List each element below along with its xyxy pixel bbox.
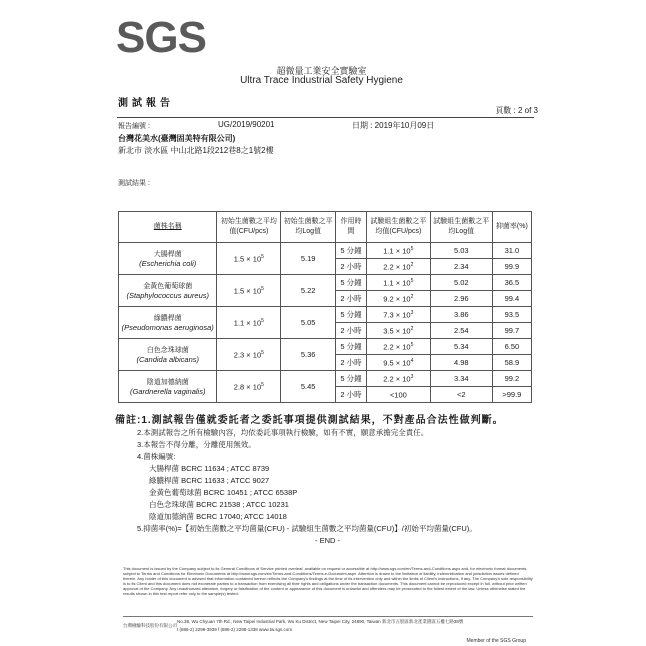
strain-name-cn: 大腸桿菌: [153, 251, 182, 258]
footer-disclaimer: This document is issued by the Company subject to its General Conditions of Service printed overleaf, available on request or accessible at http://www.sgs.com/en/Terms-and-Conditions.aspx and, for electronic format documents, subject to Terms and Conditions for Electronic Documents at http://www.sgs.com/en/Terms-and-Conditions/Terms-e-Document.aspx. Attention is drawn to the limitation of liability, indemnification and jurisdiction issues defined therein. Any holder of this document is advised that information contained hereon reflects the Company's findings at the time of its intervention only and within the limits of Client's instructions, if any. The Company's sole responsibility is to its Client and this document does not exonerate parties to a transaction from exercising all their rights and obligations under the transaction documents. This document cannot be reproduced except in full, without prior written approval of the Company. Any unauthorized alteration, forgery or falsification of the content or appearance of this document is unlawful and offenders may be prosecuted to the fullest extent of the law. Unless otherwise stated the results shown in this test report refer only to the sample(s) tested.: [123, 566, 533, 596]
strain-id-1: 大腸桿菌 BCRC 11634 ; ATCC 8739: [149, 464, 270, 473]
table-body: [119, 243, 532, 403]
report-page: [97, 8, 546, 644]
test-log-cell: 5.03: [430, 243, 492, 259]
test-log-cell: 2.34: [430, 259, 492, 275]
test-count-exponent: 2: [410, 261, 414, 268]
initial-count-exponent: 5: [261, 285, 264, 292]
strain-name-cn: 陰道加德納菌: [146, 379, 189, 386]
table-row: [119, 339, 532, 355]
time-cell: 2 小時: [336, 355, 367, 371]
test-log-cell: 2.54: [430, 323, 492, 339]
table-header-row: [119, 212, 532, 243]
footer-address: No.38, Wu Chyuan 7th Rd., New Taipei Industrial Park, Wu Ku District, New Taipei City, 24890, Taiwan 新北市五股區新北產業園區五權七路38號: [177, 619, 464, 624]
time-cell: 5 分鐘: [336, 243, 367, 259]
test-count-cell: [366, 243, 430, 259]
strain-name-cell: [119, 307, 217, 339]
initial-log-cell: 5.19: [281, 243, 336, 275]
lab-name-cn: 超微量工業安全實驗室: [276, 66, 367, 76]
header-rate: 抑菌率(%): [492, 212, 531, 243]
results-table: [118, 211, 532, 403]
header-strain: 菌株名稱: [119, 212, 217, 243]
test-count-exponent: 5: [410, 245, 414, 252]
strain-id-3: 金黃色葡萄球菌 BCRC 10451 ; ATCC 6538P: [149, 488, 298, 497]
footer-contact: t (886-2) 2299-3939 f (886-2) 2298-1338 www.tw.sgs.com: [177, 627, 293, 632]
test-count-cell: [366, 323, 430, 339]
test-count-cell: [366, 387, 430, 403]
strain-name-cell: [119, 339, 217, 371]
footer-company: 台灣檢驗科技股份有限公司: [123, 623, 177, 628]
table-row: [119, 243, 532, 259]
test-log-cell: 4.98: [430, 355, 492, 371]
test-count-exponent: 4: [410, 357, 414, 364]
rate-cell: 6.50: [492, 339, 531, 355]
test-log-cell: 3.86: [430, 307, 492, 323]
initial-count-base: 1.1 × 10: [233, 318, 262, 328]
time-cell: 2 小時: [336, 259, 367, 275]
strain-name-cn: 綠膿桿菌: [153, 315, 182, 322]
initial-count-exponent: 5: [261, 253, 264, 260]
initial-count-exponent: 5: [261, 349, 264, 356]
test-log-cell: 3.34: [430, 371, 492, 387]
strain-name-cell: [119, 243, 217, 275]
test-count-exponent: 2: [410, 293, 414, 300]
test-count-base: <100: [389, 390, 407, 400]
report-no-label: 報告編號 :: [118, 123, 150, 130]
test-count-base: 1.1 × 10: [383, 278, 411, 288]
rate-cell: 99.2: [492, 371, 531, 387]
rate-cell: 99.7: [492, 323, 531, 339]
strain-name-cell: [119, 275, 217, 307]
initial-count-base: 2.3 × 10: [233, 350, 262, 360]
header-test-log: 試驗組生菌數之平均Log值: [430, 212, 492, 243]
time-cell: 5 分鐘: [336, 275, 367, 291]
test-count-base: 9.2 × 10: [383, 294, 411, 304]
table-row: [119, 275, 532, 291]
test-count-cell: [366, 371, 430, 387]
time-cell: 2 小時: [336, 323, 367, 339]
test-count-exponent: 2: [410, 325, 414, 332]
initial-log-cell: 5.22: [281, 275, 336, 307]
initial-count-base: 1.5 × 10: [233, 254, 262, 264]
strain-name-en: (Escherichia coli): [139, 259, 197, 268]
rate-cell: >99.9: [492, 387, 531, 403]
strain-name-en: (Candida albicans): [136, 355, 199, 364]
client-company: 台灣花美水(臺灣固美特有限公司): [118, 134, 236, 143]
header-test-count: 試驗組生菌數之平均值(CFU/pcs): [366, 212, 430, 243]
test-count-cell: [366, 339, 430, 355]
test-count-cell: [366, 291, 430, 307]
initial-count-exponent: 5: [261, 317, 264, 324]
test-log-cell: <2: [430, 387, 492, 403]
report-number: UG/2019/90201: [218, 120, 275, 129]
initial-count-exponent: 5: [261, 381, 264, 388]
header-initial-count: 初始生菌數之平均值(CFU/pcs): [217, 212, 281, 243]
strain-id-2: 綠膿桿菌 BCRC 11633 ; ATCC 9027: [149, 476, 270, 485]
strain-name-en: (Gardnerella vaginalis): [130, 387, 206, 396]
strain-name-en: (Pseudomonas aeruginosa): [121, 323, 214, 332]
test-count-exponent: 5: [410, 277, 414, 284]
strain-name-cell: [119, 371, 217, 403]
test-log-cell: 5.02: [430, 275, 492, 291]
note-4: 4.菌株編號:: [137, 452, 176, 461]
initial-count-cell: [217, 275, 281, 307]
initial-count-base: 1.5 × 10: [233, 286, 262, 296]
time-cell: 5 分鐘: [336, 307, 367, 323]
time-cell: 5 分鐘: [336, 339, 367, 355]
lab-name-en: Ultra Trace Industrial Safety Hygiene: [240, 75, 403, 86]
initial-count-cell: [217, 339, 281, 371]
header-initial-log: 初始生菌數之平均Log值: [281, 212, 336, 243]
initial-log-cell: 5.36: [281, 339, 336, 371]
strain-name-en: (Staphylococcus aureus): [126, 291, 209, 300]
client-address: 新北市 淡水區 中山北路1段212巷8之1號2樓: [118, 146, 274, 155]
test-count-exponent: 3: [410, 373, 414, 380]
initial-count-cell: [217, 243, 281, 275]
strain-id-4: 白色念珠球菌 BCRC 21538 ; ATCC 10231: [149, 500, 289, 509]
rate-cell: 93.5: [492, 307, 531, 323]
table-row: [119, 307, 532, 323]
table-row: [119, 371, 532, 387]
test-log-cell: 5.34: [430, 339, 492, 355]
footer-divider: [123, 616, 533, 617]
end-marker: - END -: [315, 536, 340, 545]
initial-count-base: 2.8 × 10: [233, 382, 262, 392]
note-1: 備註:1.測試報告僅就委託者之委託事項提供測試結果，不對產品合法性做判斷。: [115, 415, 504, 426]
time-cell: 5 分鐘: [336, 371, 367, 387]
test-count-cell: [366, 275, 430, 291]
test-count-base: 2.2 × 10: [383, 374, 411, 384]
rate-cell: 99.4: [492, 291, 531, 307]
notes-section: [115, 415, 540, 547]
test-count-cell: [366, 307, 430, 323]
header-divider: [117, 117, 534, 118]
initial-log-cell: 5.45: [281, 371, 336, 403]
strain-name-cn: 金黃色葡萄球菌: [143, 283, 193, 290]
test-count-exponent: 5: [410, 341, 414, 348]
footer-member: Member of the SGS Group: [466, 638, 526, 644]
report-title: 測試報告: [118, 98, 174, 109]
test-count-base: 1.1 × 10: [383, 246, 411, 256]
test-count-base: 2.2 × 10: [383, 262, 411, 272]
test-count-base: 2.2 × 10: [383, 342, 411, 352]
test-count-base: 7.3 × 10: [383, 310, 411, 320]
note-3: 3.本報告不得分離，分離使用無效。: [137, 440, 256, 449]
note-2: 2.本測試報告之所有檢驗內容，均依委託事項執行檢驗，如有不實，願意承擔完全責任。: [137, 428, 429, 437]
initial-count-cell: [217, 307, 281, 339]
test-count-exponent: 3: [410, 309, 414, 316]
rate-cell: 99.9: [492, 259, 531, 275]
test-count-base: 9.5 × 10: [383, 358, 411, 368]
time-cell: 2 小時: [336, 387, 367, 403]
header-time: 作用時間: [336, 212, 367, 243]
test-log-cell: 2.96: [430, 291, 492, 307]
report-date: 日期 : 2019年10月09日: [352, 121, 435, 130]
test-count-cell: [366, 259, 430, 275]
page-number: 頁數 : 2 of 3: [495, 106, 538, 115]
test-count-cell: [366, 355, 430, 371]
results-label: 測試結果 :: [118, 180, 150, 187]
rate-cell: 36.5: [492, 275, 531, 291]
test-count-base: 3.5 × 10: [383, 326, 411, 336]
time-cell: 2 小時: [336, 291, 367, 307]
sgs-logo: SGS: [116, 13, 206, 62]
strain-name-cn: 白色念珠球菌: [146, 347, 189, 354]
initial-log-cell: 5.05: [281, 307, 336, 339]
note-5: 5.抑菌率(%)=【初始生菌數之平均菌量(CFU) - 試驗組生菌數之平均菌量(CFU)】/初始平均菌量(CFU)。: [137, 524, 477, 533]
rate-cell: 31.0: [492, 243, 531, 259]
initial-count-cell: [217, 371, 281, 403]
strain-id-5: 陰道加德納菌 BCRC 17040; ATCC 14018: [149, 512, 287, 521]
rate-cell: 58.9: [492, 355, 531, 371]
